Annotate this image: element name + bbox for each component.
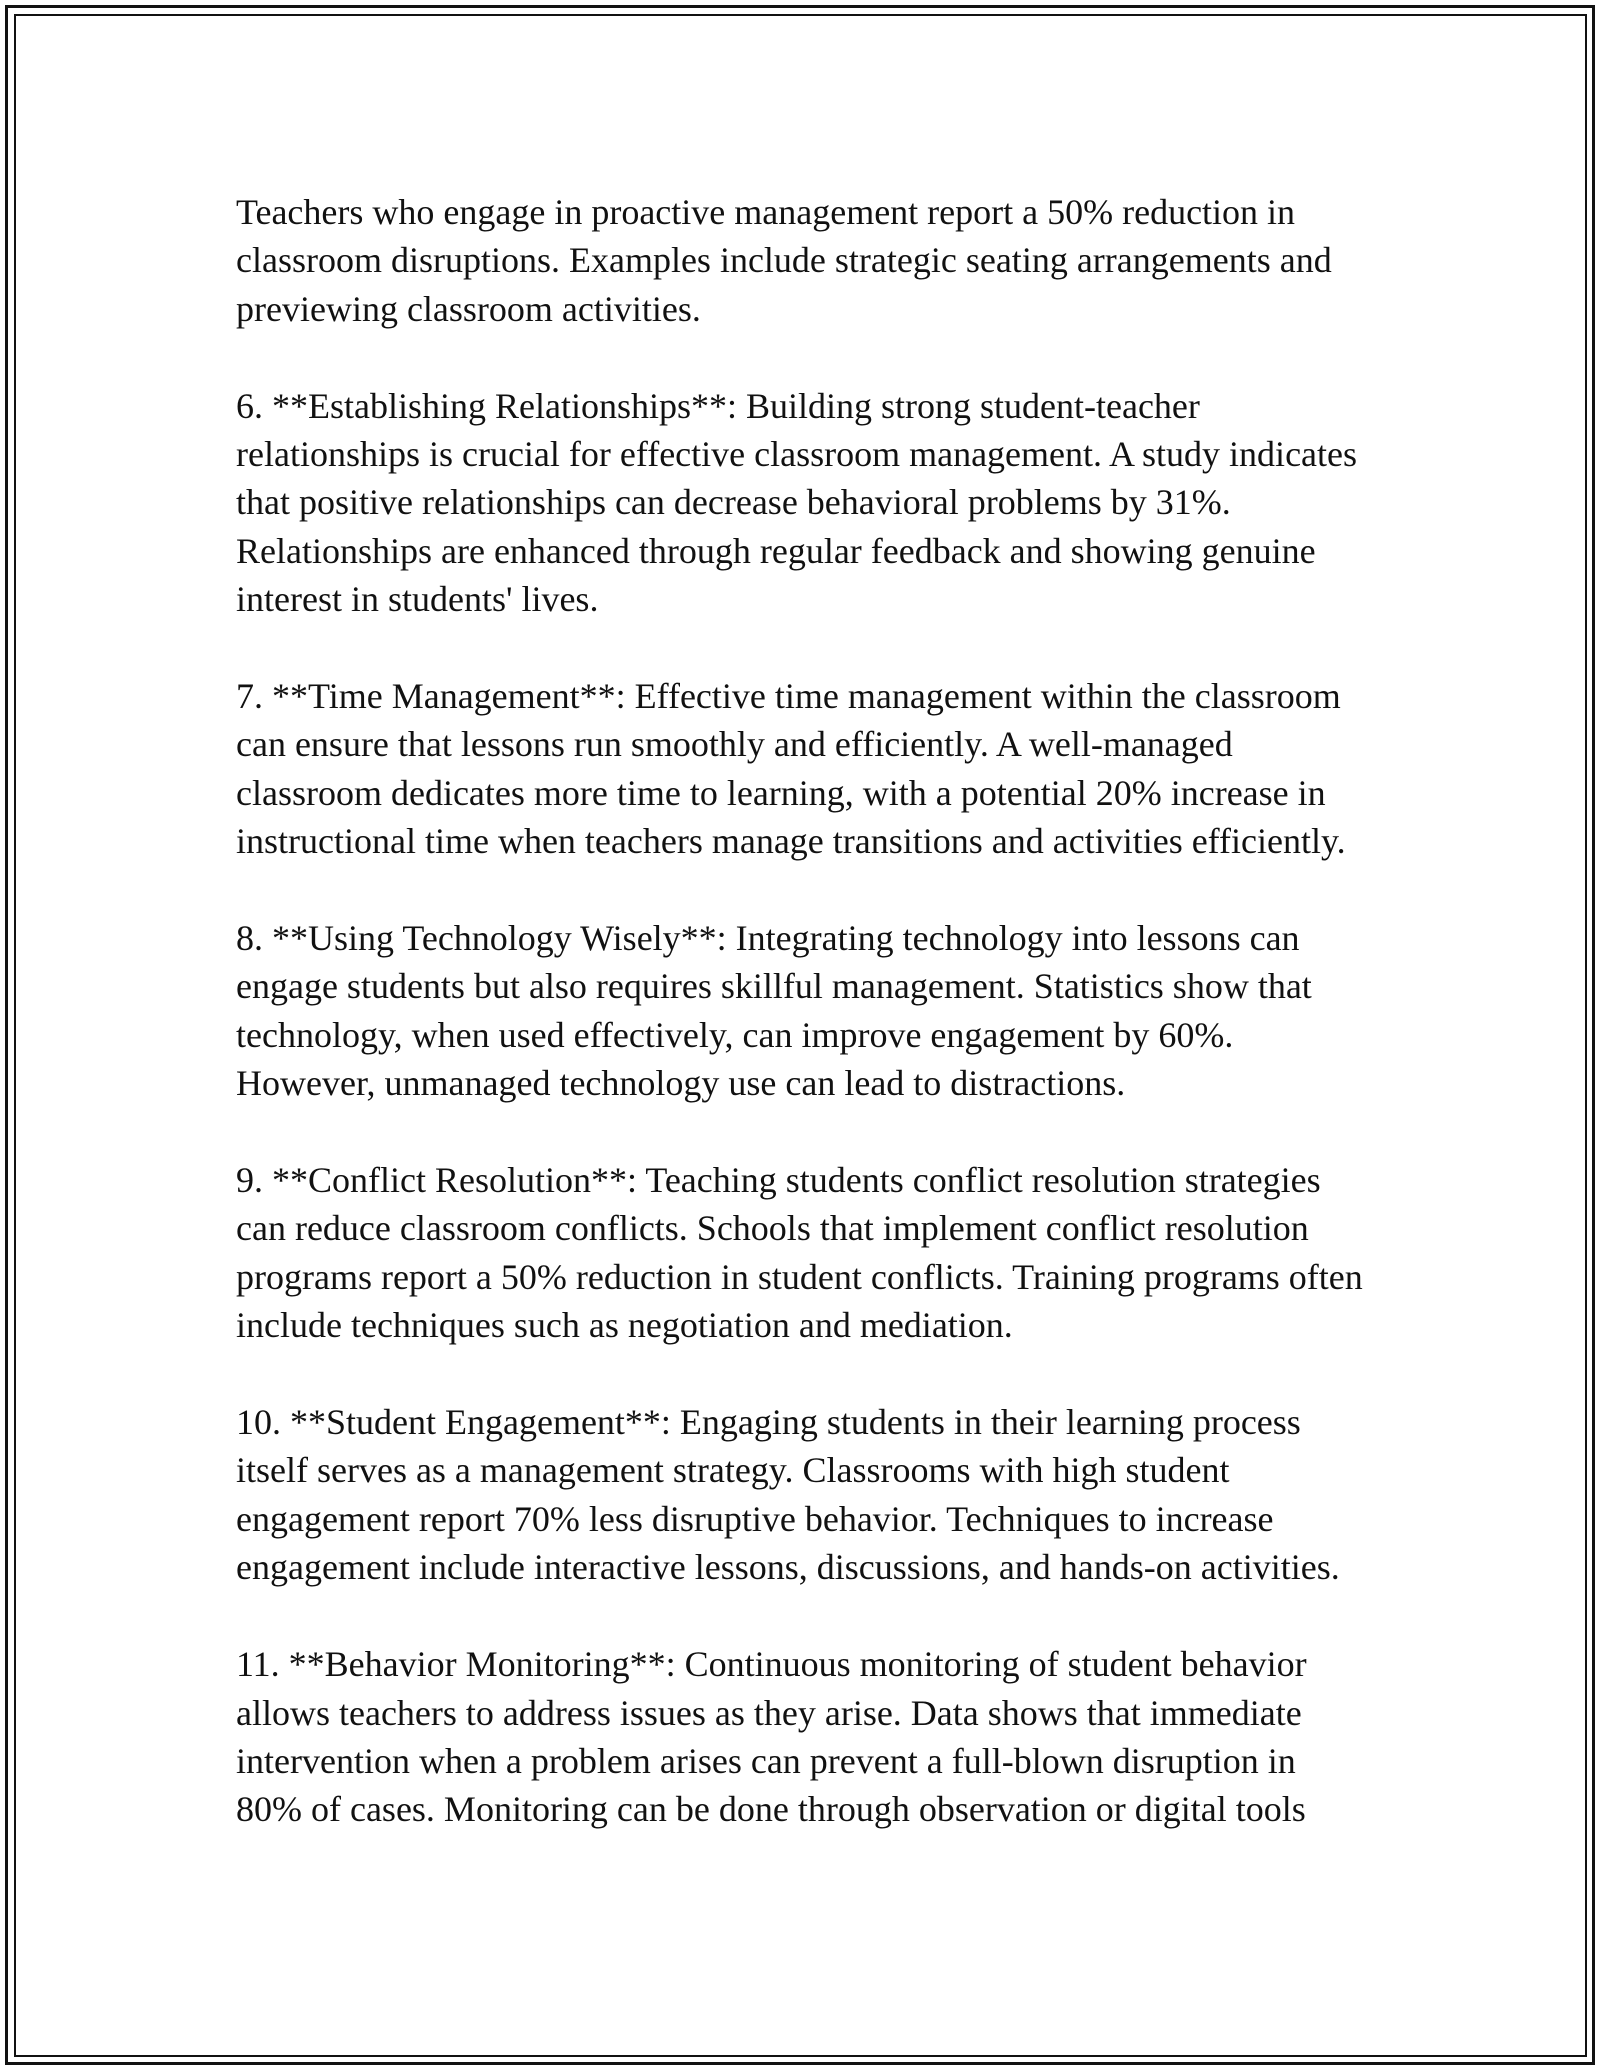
document-body	[236, 188, 1366, 1834]
paragraph-conflict-resolution: 9. **Conflict Resolution**: Teaching students conflict resolution strategies can reduce classroom conflicts. Schools that implement conflict resolution programs report a 50% reduction in student conflicts. Training programs often include techniques such as negotiation and mediation.	[236, 1160, 1363, 1346]
paragraph-time-management: 7. **Time Management**: Effective time management within the classroom can ensure that lessons run smoothly and efficiently. A well-managed classroom dedicates more time to learning, with a potential 20% increase in instructional time when teachers manage transitions and activities efficiently.	[236, 676, 1346, 862]
paragraph-using-technology: 8. **Using Technology Wisely**: Integrating technology into lessons can engage students but also requires skillful management. Statistics show that technology, when used effectively, can improve engagement by 60%. However, unmanaged technology use can lead to distractions.	[236, 918, 1312, 1104]
paragraph-behavior-monitoring: 11. **Behavior Monitoring**: Continuous monitoring of student behavior allows teachers to address issues as they arise. Data shows that immediate intervention when a problem arises can prevent a full-blown disruption in 80% of cases. Monitoring can be done through observation or digital tools	[236, 1644, 1307, 1830]
paragraph-proactive-management: Teachers who engage in proactive management report a 50% reduction in classroom disruptions. Examples include strategic seating arrangements and previewing classroom activities.	[236, 192, 1332, 329]
paragraph-student-engagement: 10. **Student Engagement**: Engaging students in their learning process itself serves as a management strategy. Classrooms with high student engagement report 70% less disruptive behavior. Techniques to increase engagement include interactive lessons, discussions, and hands-on activities.	[236, 1402, 1340, 1588]
paragraph-establishing-relationships: 6. **Establishing Relationships**: Building strong student-teacher relationships is crucial for effective classroom management. A study indicates that positive relationships can decrease behavioral problems by 31%. Relationships are enhanced through regular feedback and showing genuine interest in students' lives.	[236, 385, 1358, 620]
